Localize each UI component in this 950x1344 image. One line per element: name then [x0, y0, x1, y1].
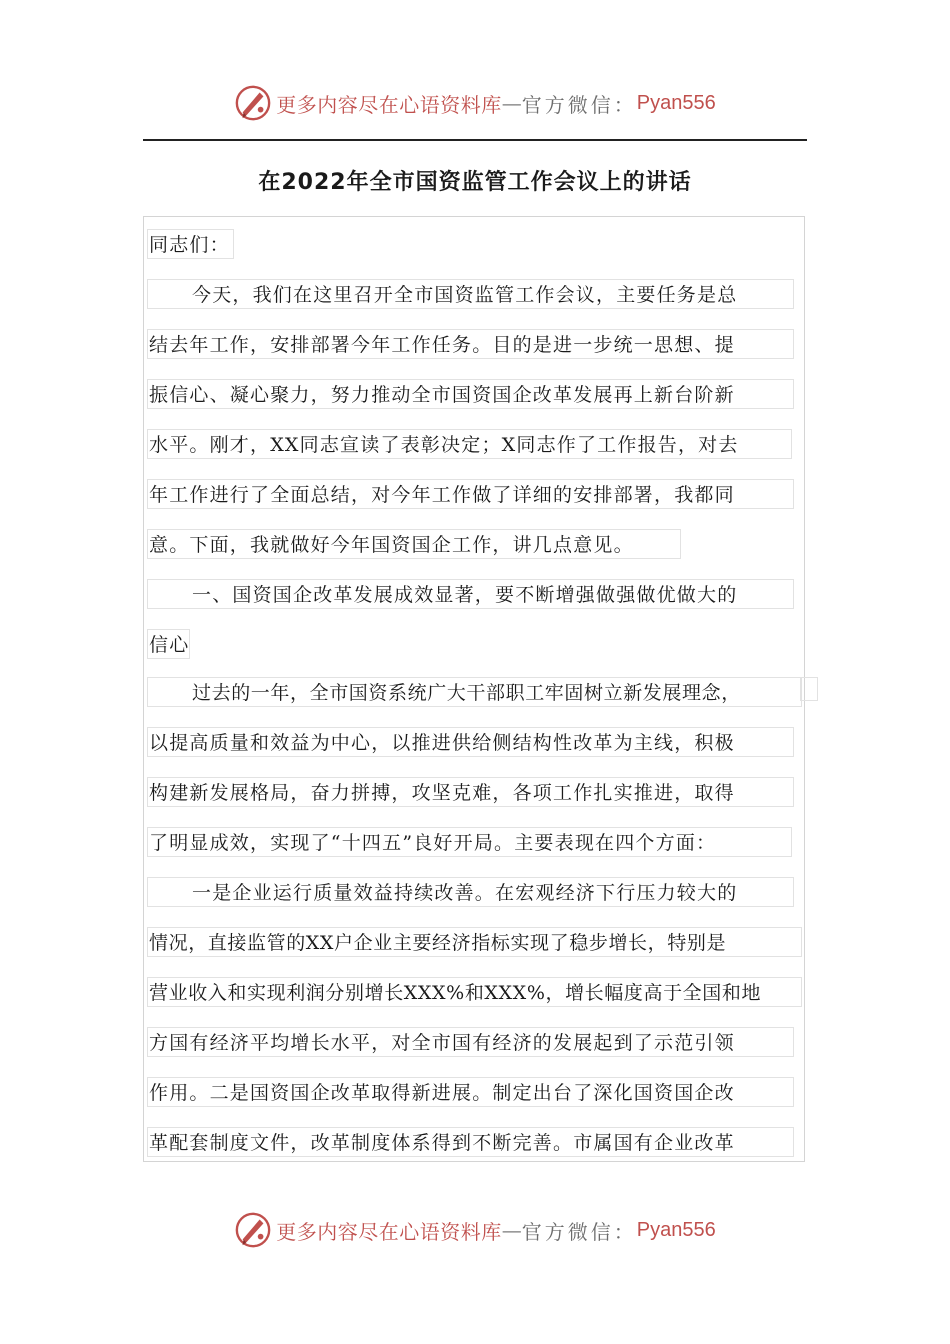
banner-separator: —: [501, 91, 522, 115]
text-line: 同志们：: [147, 229, 234, 259]
overflow-marker: [800, 677, 818, 701]
banner-main-text: 更多内容尽在心语资料库: [276, 92, 502, 117]
banner-wechat-label: 官方微信：: [521, 92, 637, 117]
text-line: 一、国资国企改革发展成效显著，要不断增强做强做优做大的: [147, 579, 794, 609]
quill-seal-logo-icon: [234, 1211, 272, 1249]
banner-wechat-id: Pyan556: [636, 91, 716, 114]
footer-banner: [0, 1205, 950, 1255]
text-line: 振信心、凝心聚力，努力推动全市国资国企改革发展再上新台阶新: [147, 379, 794, 409]
text-line: 情况，直接监管的XX户企业主要经济指标实现了稳步增长，特别是: [147, 927, 802, 957]
text-line: 以提高质量和效益为中心，以推进供给侧结构性改革为主线，积极: [147, 727, 794, 757]
text-line: 水平。刚才，XX同志宣读了表彰决定；X同志作了工作报告，对去: [147, 429, 792, 459]
quill-seal-logo-icon: [234, 84, 272, 122]
header-banner: [0, 78, 950, 128]
banner-wechat-id: Pyan556: [636, 1218, 716, 1241]
text-line: 结去年工作，安排部署今年工作任务。目的是进一步统一思想、提: [147, 329, 794, 359]
text-line: 营业收入和实现利润分别增长XXX%和XXX%，增长幅度高于全国和地: [147, 977, 802, 1007]
text-line: 了明显成效，实现了“十四五”良好开局。主要表现在四个方面：: [147, 827, 792, 857]
text-line: 作用。二是国资国企改革取得新进展。制定出台了深化国资国企改: [147, 1077, 794, 1107]
banner-wechat-label: 官方微信：: [521, 1219, 637, 1244]
text-line: 一是企业运行质量效益持续改善。在宏观经济下行压力较大的: [147, 877, 794, 907]
banner-separator: —: [501, 1218, 522, 1242]
text-line: 年工作进行了全面总结，对今年工作做了详细的安排部署，我都同: [147, 479, 794, 509]
text-line: 方国有经济平均增长水平，对全市国有经济的发展起到了示范引领: [147, 1027, 794, 1057]
text-line: 今天，我们在这里召开全市国资监管工作会议，主要任务是总: [147, 279, 794, 309]
text-line: 过去的一年，全市国资系统广大干部职工牢固树立新发展理念，: [147, 677, 802, 707]
text-line: 构建新发展格局，奋力拼搏，攻坚克难，各项工作扎实推进，取得: [147, 777, 794, 807]
text-line: 意。下面，我就做好今年国资国企工作，讲几点意见。: [147, 529, 681, 559]
document-title: 在2022年全市国资监管工作会议上的讲话: [258, 170, 692, 195]
text-line: 信心: [147, 629, 190, 659]
header-divider: [143, 139, 807, 141]
banner-main-text: 更多内容尽在心语资料库: [276, 1219, 502, 1244]
text-line: 革配套制度文件，改革制度体系得到不断完善。市属国有企业改革: [147, 1127, 794, 1157]
